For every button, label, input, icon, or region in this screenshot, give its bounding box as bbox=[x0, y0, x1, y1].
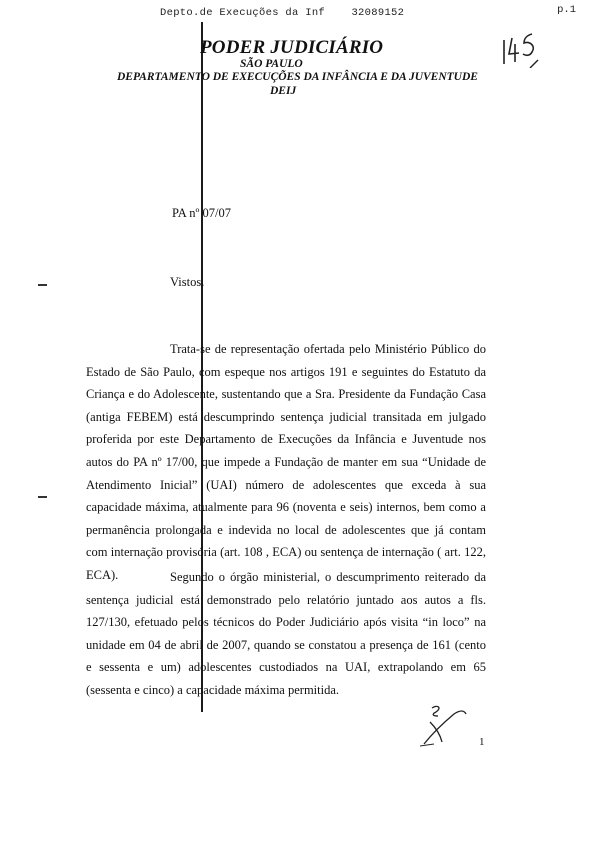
department-name: DEPARTAMENTO DE EXECUÇÕES DA INFÂNCIA E DA JUVENTUDE bbox=[117, 71, 478, 83]
fax-header bbox=[160, 7, 404, 19]
body-paragraph-1: Trata-se de representação ofertada pelo Ministério Público do Estado de São Paulo, com espeque nos artigos 191 e seguintes do Estatuto da Criança e do Adolescente, sustentando que a Sra. Presidente da Fundação Casa (antiga FEBEM) está descumprindo sentença judicial transitada em julgado proferida por este Departamento de Execuções da Infância e Juventude nos autos do PA nº 17/00, que impede a Fundação de manter em sua “Unidade de Atendimento Inicial” (UAI) número de adolescentes que exceda à sua capacidade máxima, atualmente para 96 (noventa e seis) internos, bem como a permanência prolongada e indevida no local de adolescentes que já contam com internação provisória (art. 108 , ECA) ou sentença de internação ( art. 122, ECA). bbox=[86, 342, 486, 582]
process-number: PA nº 07/07 bbox=[172, 206, 231, 220]
margin-mark bbox=[38, 496, 47, 498]
handwritten-initials-signature bbox=[418, 700, 470, 750]
margin-mark bbox=[38, 284, 47, 286]
greeting: Vistos. bbox=[170, 275, 205, 289]
state-name: SÃO PAULO bbox=[240, 58, 303, 70]
page-number: 1 bbox=[479, 736, 485, 748]
court-name: PODER JUDICIÁRIO bbox=[200, 37, 384, 58]
fax-header-number: 32089152 bbox=[351, 7, 405, 19]
fax-page-ref: p.1 bbox=[557, 4, 576, 16]
fax-header-text: Depto.de Execuções da Inf bbox=[160, 7, 326, 19]
department-abbreviation: DEIJ bbox=[270, 85, 297, 97]
body-paragraph-2: Segundo o órgão ministerial, o descumprimento reiterado da sentença judicial está demonstrado pelo relatório juntado aos autos a fls. 127/130, efetuado pelos técnicos do Poder Judiciário após visita “in loco” na unidade em 04 de abril de 2007, quando se constatou a presença de 161 (cento e sessenta e um) adolescentes custodiados na UAI, extrapolando em 65 (sessenta e cinco) a capacidade máxima permitida. bbox=[86, 570, 486, 697]
handwritten-folio-number bbox=[500, 28, 540, 68]
